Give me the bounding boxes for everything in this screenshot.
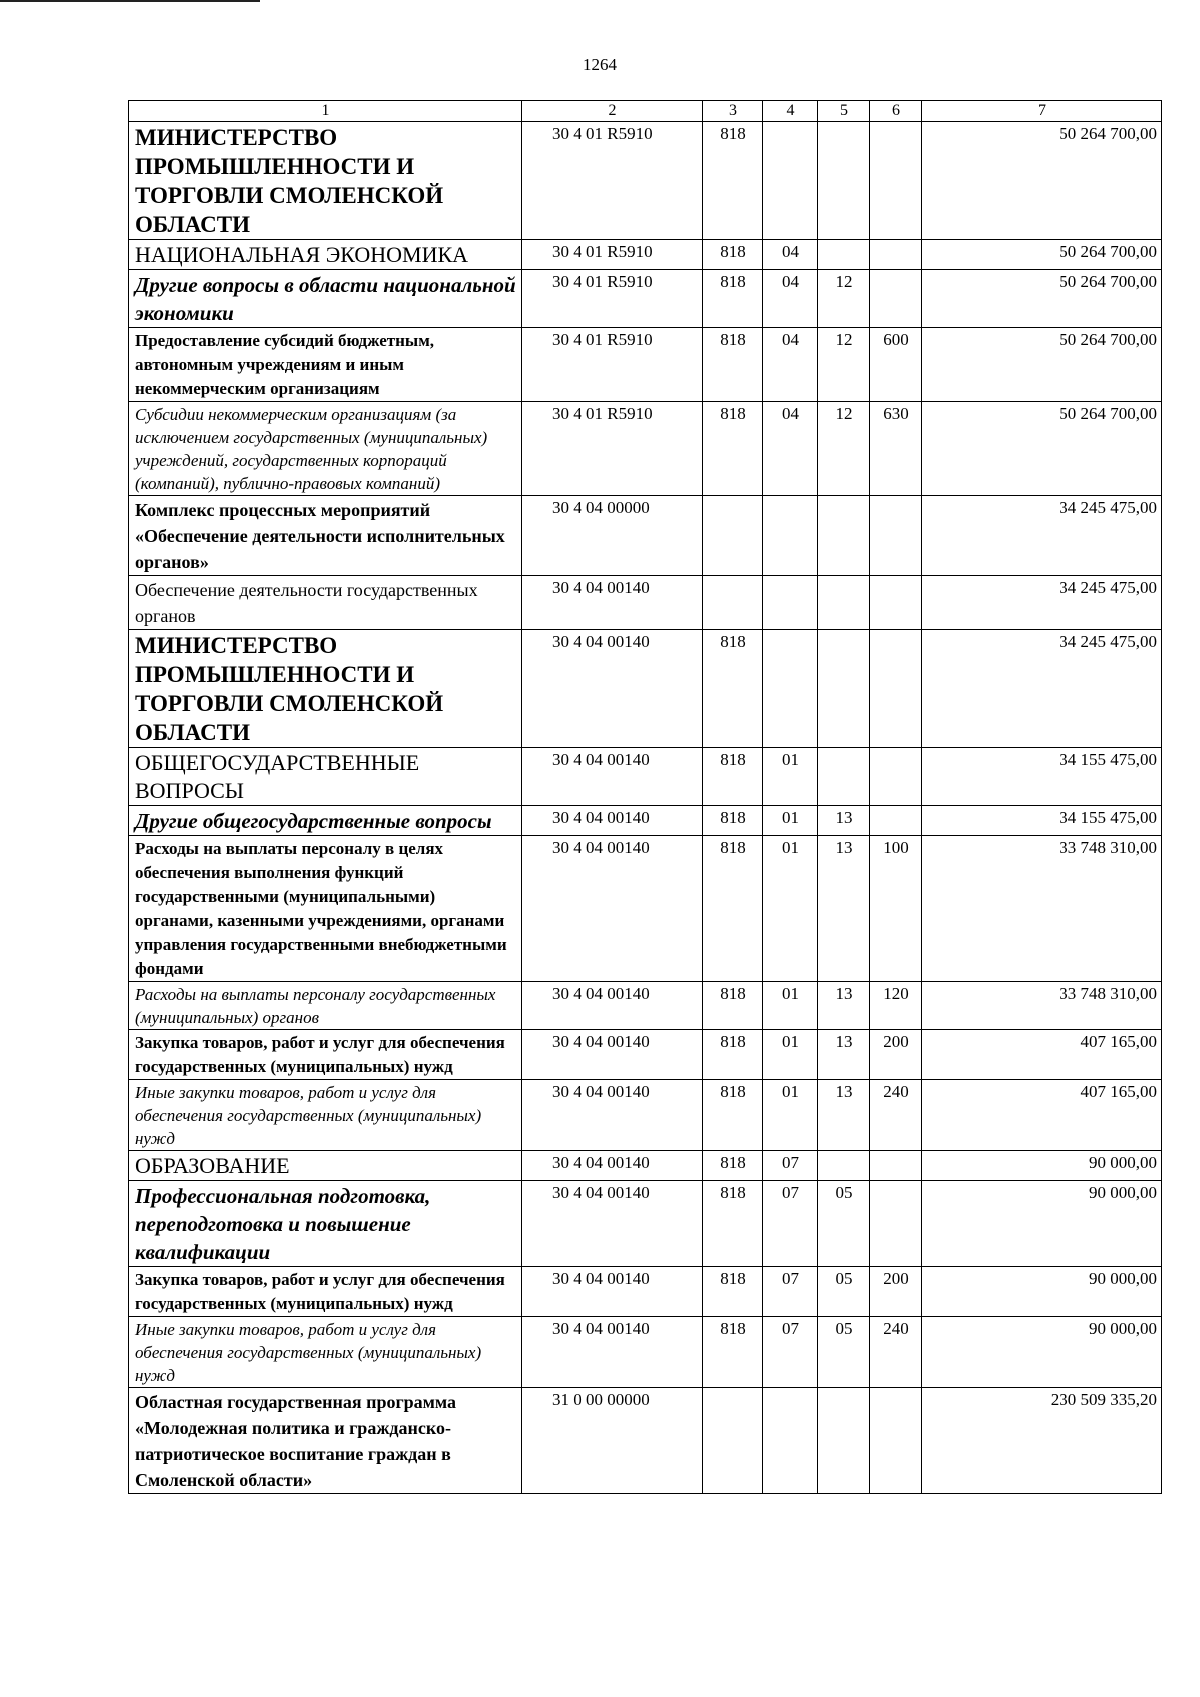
- row-ministry-code: 818: [703, 630, 763, 748]
- row-section-code: 01: [763, 836, 818, 982]
- row-amount: 50 264 700,00: [922, 402, 1162, 496]
- row-expense-type: [870, 576, 922, 630]
- row-subsection-code: [818, 748, 870, 806]
- row-subsection-code: [818, 576, 870, 630]
- row-target-article: 30 4 04 00140: [522, 748, 703, 806]
- row-ministry-code: [703, 576, 763, 630]
- row-description-text: МИНИСТЕРСТВО ПРОМЫШЛЕННОСТИ И ТОРГОВЛИ СМОЛЕНСКОЙ ОБЛАСТИ: [135, 125, 444, 237]
- row-subsection-code: 12: [818, 270, 870, 328]
- row-amount: 90 000,00: [922, 1151, 1162, 1181]
- row-target-article: 30 4 04 00140: [522, 630, 703, 748]
- table-row: [129, 1181, 1162, 1267]
- row-target-article: 30 4 04 00140: [522, 1181, 703, 1267]
- row-target-article: 30 4 04 00140: [522, 1151, 703, 1181]
- row-description-text: НАЦИОНАЛЬНАЯ ЭКОНОМИКА: [135, 242, 469, 267]
- row-ministry-code: 818: [703, 1317, 763, 1388]
- row-amount: 90 000,00: [922, 1267, 1162, 1317]
- row-section-code: [763, 630, 818, 748]
- row-description: [129, 806, 522, 836]
- table-row: [129, 240, 1162, 270]
- row-section-code: 04: [763, 328, 818, 402]
- row-subsection-code: 13: [818, 806, 870, 836]
- row-target-article: 30 4 04 00140: [522, 1030, 703, 1080]
- row-amount: 34 245 475,00: [922, 496, 1162, 576]
- row-ministry-code: [703, 496, 763, 576]
- row-description: [129, 1080, 522, 1151]
- row-description: [129, 328, 522, 402]
- row-description: [129, 270, 522, 328]
- row-description: [129, 1388, 522, 1494]
- row-subsection-code: 13: [818, 1030, 870, 1080]
- row-description-text: Предоставление субсидий бюджетным, автономным учреждениям и иным некоммерческим организациям: [135, 331, 435, 398]
- row-target-article: 30 4 01 R5910: [522, 402, 703, 496]
- row-amount: 33 748 310,00: [922, 836, 1162, 982]
- row-description: [129, 402, 522, 496]
- row-subsection-code: [818, 122, 870, 240]
- row-description-text: Закупка товаров, работ и услуг для обеспечения государственных (муниципальных) нужд: [135, 1270, 505, 1313]
- row-section-code: [763, 1388, 818, 1494]
- row-subsection-code: [818, 630, 870, 748]
- row-description: [129, 576, 522, 630]
- row-expense-type: 240: [870, 1080, 922, 1151]
- row-expense-type: [870, 270, 922, 328]
- table-row: [129, 1151, 1162, 1181]
- row-ministry-code: 818: [703, 402, 763, 496]
- row-section-code: 01: [763, 806, 818, 836]
- row-amount: 33 748 310,00: [922, 982, 1162, 1030]
- table-header-row: [129, 101, 1162, 122]
- row-amount: 34 155 475,00: [922, 806, 1162, 836]
- row-expense-type: 600: [870, 328, 922, 402]
- row-ministry-code: 818: [703, 240, 763, 270]
- row-section-code: 01: [763, 982, 818, 1030]
- row-expense-type: [870, 1388, 922, 1494]
- row-amount: 34 155 475,00: [922, 748, 1162, 806]
- row-amount: 90 000,00: [922, 1317, 1162, 1388]
- row-description-text: Областная государственная программа «Молодежная политика и гражданско-патриотическое воспитание граждан в Смоленской области»: [135, 1392, 457, 1490]
- table-row: [129, 982, 1162, 1030]
- table-row: [129, 1267, 1162, 1317]
- row-subsection-code: 05: [818, 1267, 870, 1317]
- row-amount: 407 165,00: [922, 1030, 1162, 1080]
- row-section-code: [763, 576, 818, 630]
- row-target-article: 31 0 00 00000: [522, 1388, 703, 1494]
- row-section-code: 01: [763, 1030, 818, 1080]
- row-subsection-code: 13: [818, 836, 870, 982]
- row-section-code: 07: [763, 1151, 818, 1181]
- row-ministry-code: 818: [703, 1181, 763, 1267]
- row-target-article: 30 4 04 00140: [522, 982, 703, 1030]
- row-description: [129, 122, 522, 240]
- table-row: [129, 576, 1162, 630]
- row-subsection-code: [818, 1151, 870, 1181]
- row-amount: 34 245 475,00: [922, 630, 1162, 748]
- row-description-text: Комплекс процессных мероприятий «Обеспечение деятельности исполнительных органов»: [135, 500, 505, 572]
- row-target-article: 30 4 04 00140: [522, 1267, 703, 1317]
- row-amount: 50 264 700,00: [922, 240, 1162, 270]
- header-col-4: 4: [763, 101, 818, 122]
- row-target-article: 30 4 01 R5910: [522, 270, 703, 328]
- row-subsection-code: 12: [818, 328, 870, 402]
- table-row: [129, 496, 1162, 576]
- row-description-text: Иные закупки товаров, работ и услуг для обеспечения государственных (муниципальных) нужд: [135, 1083, 482, 1148]
- table-row: [129, 1317, 1162, 1388]
- row-description-text: Расходы на выплаты персоналу государственных (муниципальных) органов: [135, 985, 496, 1027]
- row-description-text: Субсидии некоммерческим организациям (за исключением государственных (муниципальных) учреждений, государственных корпораций (компаний), публично-правовых компаний): [135, 405, 488, 493]
- row-ministry-code: 818: [703, 122, 763, 240]
- row-expense-type: 240: [870, 1317, 922, 1388]
- row-amount: 50 264 700,00: [922, 270, 1162, 328]
- row-section-code: 01: [763, 748, 818, 806]
- row-description: [129, 240, 522, 270]
- scan-edge-line: [0, 0, 260, 2]
- row-expense-type: [870, 630, 922, 748]
- table-row: [129, 328, 1162, 402]
- table-row: [129, 630, 1162, 748]
- header-col-6: 6: [870, 101, 922, 122]
- row-ministry-code: 818: [703, 806, 763, 836]
- row-ministry-code: 818: [703, 982, 763, 1030]
- row-description-text: Другие вопросы в области национальной экономики: [135, 273, 516, 325]
- row-description-text: ОБЩЕГОСУДАРСТВЕННЫЕ ВОПРОСЫ: [135, 750, 420, 803]
- row-description-text: Закупка товаров, работ и услуг для обеспечения государственных (муниципальных) нужд: [135, 1033, 505, 1076]
- row-amount: 34 245 475,00: [922, 576, 1162, 630]
- row-subsection-code: 05: [818, 1181, 870, 1267]
- row-ministry-code: 818: [703, 1151, 763, 1181]
- row-ministry-code: [703, 1388, 763, 1494]
- row-target-article: 30 4 01 R5910: [522, 122, 703, 240]
- row-expense-type: 630: [870, 402, 922, 496]
- row-expense-type: 120: [870, 982, 922, 1030]
- table-row: [129, 1030, 1162, 1080]
- row-amount: 50 264 700,00: [922, 328, 1162, 402]
- row-target-article: 30 4 04 00000: [522, 496, 703, 576]
- row-section-code: 04: [763, 402, 818, 496]
- row-description: [129, 1151, 522, 1181]
- row-subsection-code: 13: [818, 982, 870, 1030]
- row-target-article: 30 4 01 R5910: [522, 240, 703, 270]
- row-description: [129, 496, 522, 576]
- row-description: [129, 630, 522, 748]
- row-section-code: 07: [763, 1267, 818, 1317]
- table-row: [129, 748, 1162, 806]
- row-target-article: 30 4 04 00140: [522, 836, 703, 982]
- table-row: [129, 122, 1162, 240]
- row-section-code: 07: [763, 1181, 818, 1267]
- row-expense-type: 200: [870, 1267, 922, 1317]
- row-subsection-code: [818, 496, 870, 576]
- row-amount: 90 000,00: [922, 1181, 1162, 1267]
- row-target-article: 30 4 04 00140: [522, 806, 703, 836]
- row-target-article: 30 4 04 00140: [522, 1080, 703, 1151]
- row-expense-type: 200: [870, 1030, 922, 1080]
- header-col-1: 1: [129, 101, 522, 122]
- row-expense-type: [870, 748, 922, 806]
- row-subsection-code: 05: [818, 1317, 870, 1388]
- row-description: [129, 1317, 522, 1388]
- row-section-code: 04: [763, 240, 818, 270]
- row-target-article: 30 4 04 00140: [522, 576, 703, 630]
- row-description-text: ОБРАЗОВАНИЕ: [135, 1153, 290, 1178]
- row-amount: 230 509 335,20: [922, 1388, 1162, 1494]
- header-col-5: 5: [818, 101, 870, 122]
- row-expense-type: [870, 240, 922, 270]
- table-row: [129, 270, 1162, 328]
- header-col-2: 2: [522, 101, 703, 122]
- row-amount: 407 165,00: [922, 1080, 1162, 1151]
- row-description: [129, 1030, 522, 1080]
- row-expense-type: 100: [870, 836, 922, 982]
- row-ministry-code: 818: [703, 270, 763, 328]
- row-expense-type: [870, 496, 922, 576]
- row-section-code: [763, 122, 818, 240]
- row-expense-type: [870, 122, 922, 240]
- row-subsection-code: 12: [818, 402, 870, 496]
- budget-table: [128, 100, 1162, 1494]
- row-description: [129, 1267, 522, 1317]
- table-row: [129, 1080, 1162, 1151]
- header-col-3: 3: [703, 101, 763, 122]
- row-amount: 50 264 700,00: [922, 122, 1162, 240]
- row-description-text: Расходы на выплаты персоналу в целях обеспечения выполнения функций государственными (муниципальными) органами, казенными учреждениями, органами управления государственными внебюджетными фондами: [135, 839, 507, 978]
- table-row: [129, 402, 1162, 496]
- row-subsection-code: [818, 1388, 870, 1494]
- row-subsection-code: [818, 240, 870, 270]
- row-description: [129, 1181, 522, 1267]
- row-ministry-code: 818: [703, 1267, 763, 1317]
- row-ministry-code: 818: [703, 836, 763, 982]
- page-number: 1264: [583, 55, 617, 74]
- row-description-text: Обеспечение деятельности государственных органов: [135, 580, 478, 626]
- row-description-text: Профессиональная подготовка, переподготовка и повышение квалификации: [135, 1184, 431, 1264]
- row-subsection-code: 13: [818, 1080, 870, 1151]
- table-row: [129, 836, 1162, 982]
- row-ministry-code: 818: [703, 1030, 763, 1080]
- header-col-7: 7: [922, 101, 1162, 122]
- row-target-article: 30 4 01 R5910: [522, 328, 703, 402]
- row-description: [129, 748, 522, 806]
- row-section-code: 04: [763, 270, 818, 328]
- row-section-code: [763, 496, 818, 576]
- row-ministry-code: 818: [703, 748, 763, 806]
- row-section-code: 07: [763, 1317, 818, 1388]
- row-description-text: МИНИСТЕРСТВО ПРОМЫШЛЕННОСТИ И ТОРГОВЛИ СМОЛЕНСКОЙ ОБЛАСТИ: [135, 633, 444, 745]
- table-row: [129, 806, 1162, 836]
- row-ministry-code: 818: [703, 328, 763, 402]
- row-expense-type: [870, 1151, 922, 1181]
- row-description: [129, 836, 522, 982]
- table-row: [129, 1388, 1162, 1494]
- row-section-code: 01: [763, 1080, 818, 1151]
- row-ministry-code: 818: [703, 1080, 763, 1151]
- row-expense-type: [870, 806, 922, 836]
- row-description-text: Другие общегосударственные вопросы: [135, 809, 492, 833]
- row-target-article: 30 4 04 00140: [522, 1317, 703, 1388]
- row-description: [129, 982, 522, 1030]
- row-expense-type: [870, 1181, 922, 1267]
- row-description-text: Иные закупки товаров, работ и услуг для обеспечения государственных (муниципальных) нужд: [135, 1320, 482, 1385]
